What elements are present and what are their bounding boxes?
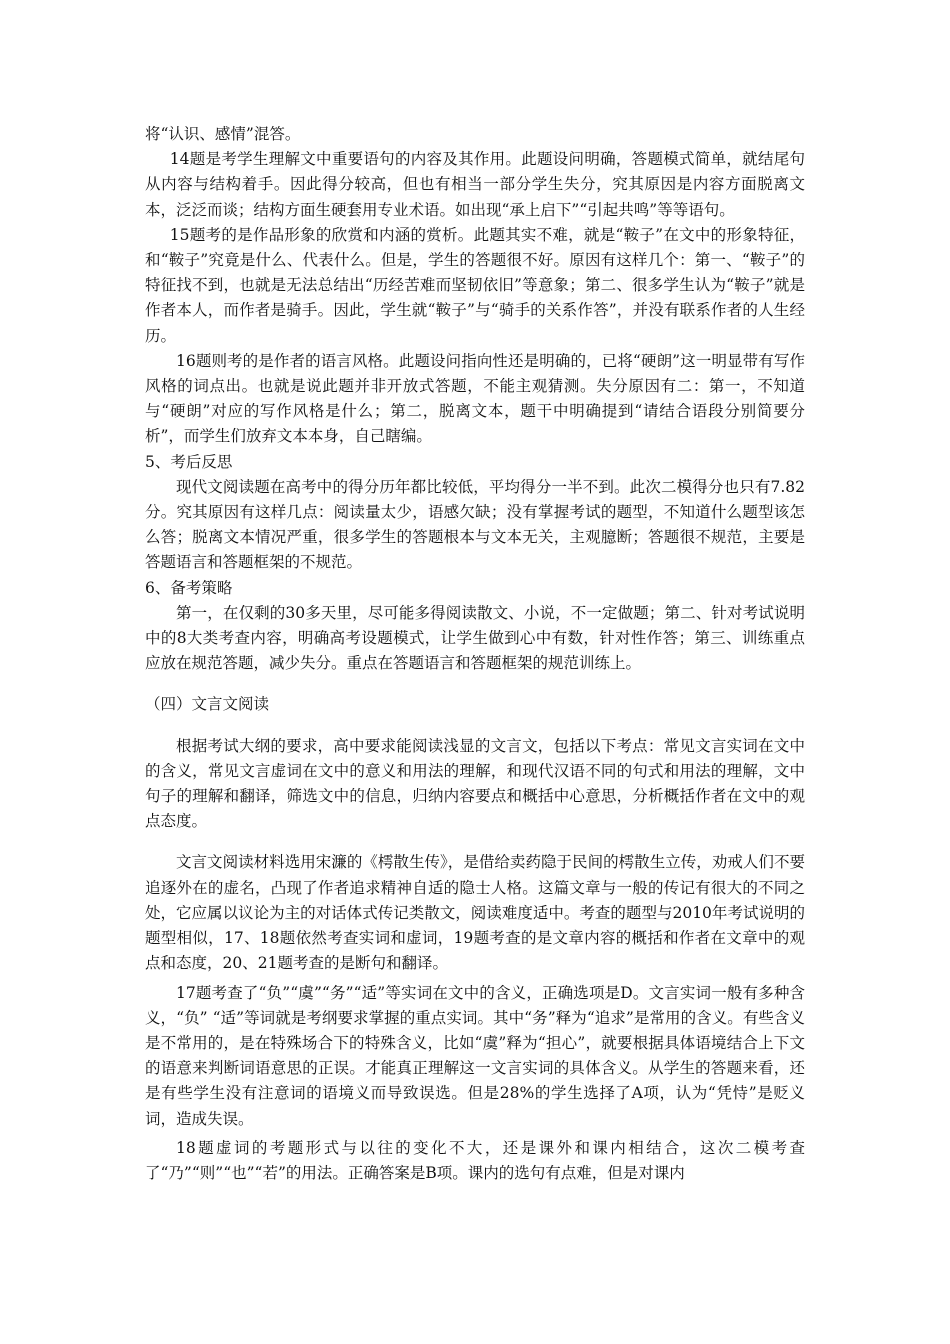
paragraph-q14: 14题是考学生理解文中重要语句的内容及其作用。此题设问明确，答题模式简单，就结尾句从内容与结构着手。因此得分较高，但也有相当一部分学生失分，究其原因是内容方面脱离文本，泛泛而谈；结构方面生硬套用专业术语。如出现“承上启下”“引起共鸣”等等语句。 — [145, 150, 805, 219]
paragraph-syllabus: 根据考试大纲的要求，高中要求能阅读浅显的文言文，包括以下考点：常见文言实词在文中的含义，常见文言虚词在文中的意义和用法的理解，和现代汉语不同的句式和用法的理解，文中句子的理解和翻译，筛选文中的信息，归纳内容要点和概括中心意思，分析概括作者在文中的观点态度。 — [145, 736, 805, 831]
paragraph-strategy: 第一，在仅剩的30多天里，尽可能多得阅读散文、小说，不一定做题；第二、针对考试说明中的8大类考查内容，明确高考设题模式，让学生做到心中有数，针对性作答；第三、训练重点应放在规范答题，减少失分。重点在答题语言和答题框架的规范训练上。 — [145, 603, 805, 673]
heading-strategy: 6、备考策略 — [145, 578, 233, 597]
paragraph-material: 文言文阅读材料选用宋濂的《樗散生传》，是借给卖药隐于民间的樗散生立传，劝戒人们不要追逐外在的虚名，凸现了作者追求精神自适的隐士人格。这篇文章与一般的传记有很大的不同之处，它应属以议论为主的对话体式传记类散文，阅读难度适中。考查的题型与2010年考试说明的题型相似，17、18题依然考查实词和虚词，19题考查的是文章内容的概括和作者在文章中的观点和态度，20、21题考查的是断句和翻译。 — [145, 853, 805, 973]
paragraph-reflection: 现代文阅读题在高考中的得分历年都比较低，平均得分一半不到。此次二模得分也只有7.82分。究其原因有这样几点：阅读量太少，语感欠缺；没有掌握考试的题型，不知道什么题型该怎么答；脱离文本情况严重，很多学生的答题根本与文本无关，主观臆断；答题很不规范，主要是答题语言和答题框架的不规范。 — [145, 477, 805, 572]
section-heading-classical-chinese: （四）文言文阅读 — [145, 695, 270, 714]
paragraph-q17: 17题考查了“负”“虞”“务”“适”等实词在文中的含义，正确选项是D。文言实词一般有多种含义，“负” “适”等词就是考纲要求掌握的重点实词。其中“务”释为“追求”是常用的含义。有些含义是不常用的，是在特殊场合下的特殊含义，比如“虞”释为“担心”，就要根据具体语境结合上下文的语意来判断词语意思的正误。才能真正理解这一文言实词的具体含义。从学生的答题来看，还是有些学生没有注意词的语境义而导致误选。但是28%的学生选择了A项，认为“凭恃”是贬义词，造成失误。 — [145, 983, 805, 1128]
paragraph-q18: 18题虚词的考题形式与以往的变化不大，还是课外和课内相结合，这次二模考查了“乃”“则”“也”“若”的用法。正确答案是B项。课内的选句有点难，但是对课内 — [145, 1138, 805, 1182]
paragraph-continuation: 将“认识、感情”混答。 — [145, 125, 301, 143]
paragraph-q15: 15题考的是作品形象的欣赏和内涵的赏析。此题其实不难，就是“鞍子”在文中的形象特征，和“鞍子”究竟是什么、代表什么。但是，学生的答题很不好。原因有这样几个：第一、“鞍子”的特征找不到，也就是无法总结出“历经苦难而坚韧依旧”等意象；第二、很多学生认为“鞍子”就是作者本人，而作者是骑手。因此，学生就“鞍子”与“骑手的关系作答”，并没有联系作者的人生经历。 — [145, 225, 805, 345]
paragraph-q16: 16题则考的是作者的语言风格。此题设问指向性还是明确的，已将“硬朗”这一明显带有写作风格的词点出。也就是说此题并非开放式答题，不能主观猜测。失分原因有二：第一，不知道与“硬朗”对应的写作风格是什么；第二，脱离文本，题干中明确提到“请结合语段分别简要分析”，而学生们放弃文本本身，自己瞎编。 — [145, 351, 805, 446]
document-page — [145, 122, 805, 1186]
heading-reflection: 5、考后反思 — [145, 452, 233, 471]
